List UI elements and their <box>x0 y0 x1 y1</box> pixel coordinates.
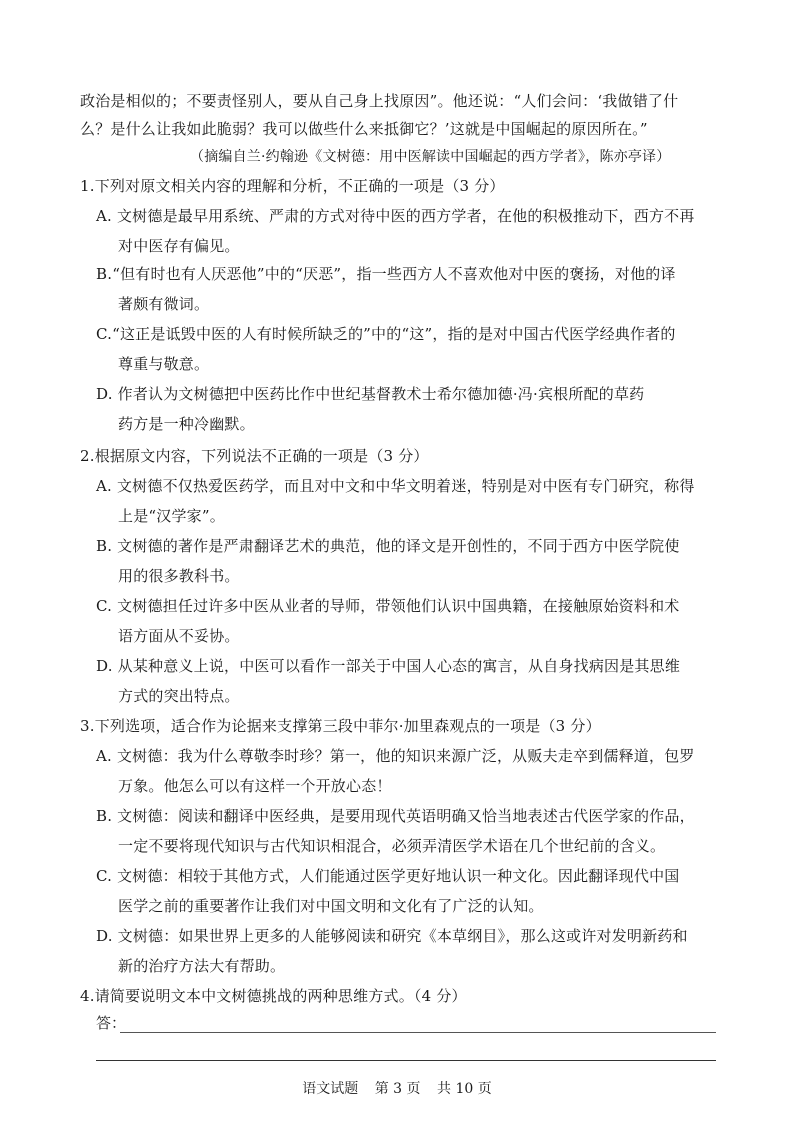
page-footer <box>0 1079 794 1099</box>
q1-option-c: C.“这正是诋毁中医的人有时候所缺乏的”中的“这”，指的是对中国古代医学经典作者的 <box>96 325 676 343</box>
passage-line-2: 么？是什么让我如此脆弱？我可以做些什么来抵御它？’这就是中国崛起的原因所在。” <box>80 120 648 138</box>
q2-option-d-cont: 方式的突出特点。 <box>118 687 240 705</box>
passage-line-1: 政治是相似的；不要责怪别人，要从自己身上找原因”。他还说：“人们会问：‘我做错了什 <box>80 92 679 110</box>
q2-option-b: B. 文树德的著作是严肃翻译艺术的典范，他的译文是开创性的，不同于西方中医学院使 <box>96 537 680 555</box>
q2-option-a-cont: 上是“汉学家”。 <box>118 507 225 525</box>
answer-label: 答： <box>96 1014 127 1032</box>
q3-option-a-cont: 万象。他怎么可以有这样一个开放心态！ <box>118 777 392 795</box>
q3-option-b: B. 文树德：阅读和翻译中医经典，是要用现代英语明确又恰当地表述古代医学家的作品， <box>96 807 695 825</box>
q2-option-d: D. 从某种意义上说，中医可以看作一部关于中国人心态的寓言，从自身找病因是其思维 <box>96 657 681 675</box>
q3-option-c: C. 文树德：相较于其他方式，人们能通过医学更好地认识一种文化。因此翻译现代中国 <box>96 867 680 885</box>
question-1-stem: 1.下列对原文相关内容的理解和分析，不正确的一项是（3 分） <box>80 177 505 195</box>
q1-option-c-cont: 尊重与敬意。 <box>118 355 210 373</box>
q1-option-d: D. 作者认为文树德把中医药比作中世纪基督教术士希尔德加德·冯·宾根所配的草药 <box>96 385 645 403</box>
q1-option-a-cont: 对中医存有偏见。 <box>118 237 240 255</box>
footer-total: 共 10 页 <box>437 1081 492 1097</box>
q3-option-a: A. 文树德：我为什么尊敬李时珍？第一，他的知识来源广泛，从贩夫走卒到儒释道，包罗 <box>96 747 695 765</box>
question-4-stem: 4.请简要说明文本中文树德挑战的两种思维方式。（4 分） <box>80 987 467 1005</box>
q1-option-a: A. 文树德是最早用系统、严肃的方式对待中医的西方学者，在他的积极推动下，西方不再 <box>96 207 695 225</box>
passage-source: （摘编自兰·约翰逊《文树德：用中医解读中国崛起的西方学者》，陈亦亭译） <box>190 149 671 165</box>
q2-option-b-cont: 用的很多教科书。 <box>118 567 240 585</box>
footer-page: 第 3 页 <box>374 1081 421 1097</box>
question-3-stem: 3.下列选项，适合作为论据来支撑第三段中菲尔·加里森观点的一项是（3 分） <box>80 717 601 735</box>
answer-line[interactable] <box>120 1032 716 1033</box>
footer-subject: 语文试题 <box>302 1081 359 1097</box>
q1-option-b: B.“但有时也有人厌恶他”中的“厌恶”，指一些西方人不喜欢他对中医的褒扬，对他的译 <box>96 265 676 283</box>
q3-option-d: D. 文树德：如果世界上更多的人能够阅读和研究《本草纲目》，那么这或许对发明新药和 <box>96 927 688 945</box>
q1-option-b-cont: 著颇有微词。 <box>118 295 210 313</box>
q3-option-c-cont: 医学之前的重要著作让我们对中国文明和文化有了广泛的认知。 <box>118 897 544 915</box>
q2-option-c: C. 文树德担任过许多中医从业者的导师，带领他们认识中国典籍，在接触原始资料和术 <box>96 597 680 615</box>
q3-option-d-cont: 新的治疗方法大有帮助。 <box>118 957 286 975</box>
q2-option-a: A. 文树德不仅热爱医药学，而且对中文和中华文明着迷，特别是对中医有专门研究，称得 <box>96 477 695 495</box>
q2-option-c-cont: 语方面从不妥协。 <box>118 627 240 645</box>
footer-divider <box>96 1060 716 1061</box>
q1-option-d-cont: 药方是一种冷幽默。 <box>118 415 255 433</box>
q3-option-b-cont: 一定不要将现代知识与古代知识相混合，必须弄清医学术语在几个世纪前的含义。 <box>118 837 666 855</box>
question-2-stem: 2.根据原文内容，下列说法不正确的一项是（3 分） <box>80 447 429 465</box>
